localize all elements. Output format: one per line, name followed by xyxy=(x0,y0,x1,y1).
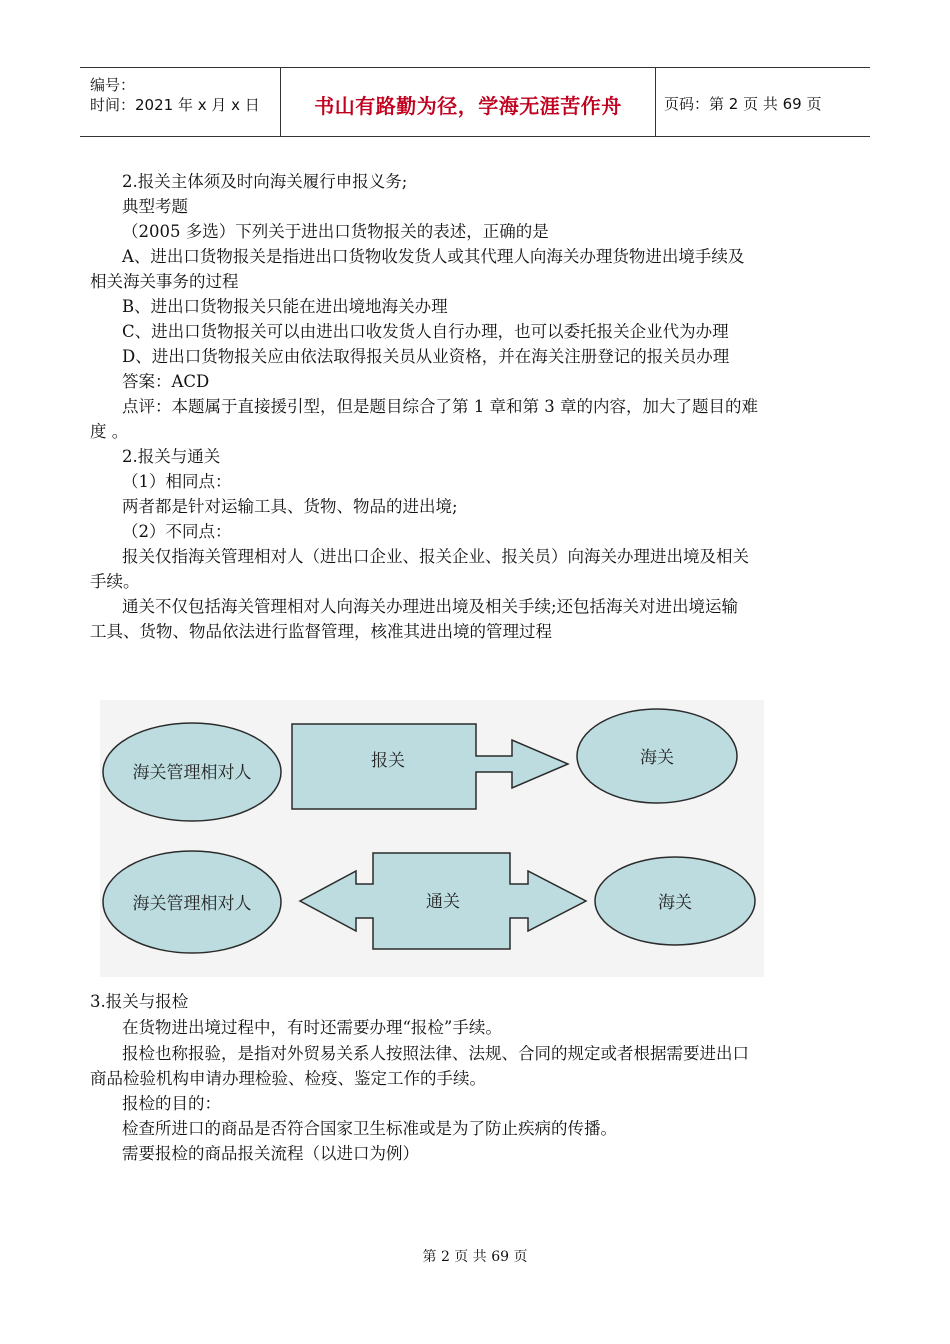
paragraph-line: 商品检验机构申请办理检验、检疫、鉴定工作的手续。 xyxy=(90,1069,486,1088)
paragraph-line: 在货物进出境过程中，有时还需要办理“报检”手续。 xyxy=(122,1018,502,1037)
paragraph-line: 报检的目的： xyxy=(122,1094,221,1113)
serial-label: 编号： xyxy=(90,76,136,94)
page-header xyxy=(80,67,870,137)
paragraph-line: 需要报检的商品报关流程（以进口为例） xyxy=(122,1144,419,1163)
header-center-cell xyxy=(280,68,656,136)
header-right-cell xyxy=(655,68,870,136)
diagram-label-party: 海关管理相对人 xyxy=(132,894,252,914)
paragraph-line: 2.报关主体须及时向海关履行申报义务; xyxy=(122,172,408,191)
customs-diagram xyxy=(100,700,764,977)
paragraph-line: A、进出口货物报关是指进出口货物收发货人或其代理人向海关办理货物进出境手续及 xyxy=(122,247,745,266)
paragraph-line: 报关仅指海关管理相对人（进出口企业、报关企业、报关员）向海关办理进出境及相关 xyxy=(122,547,749,566)
section-heading: 3.报关与报检 xyxy=(90,992,189,1011)
paragraph-line: 两者都是针对运输工具、货物、物品的进出境; xyxy=(122,497,458,516)
diagram-label-declaration: 报关 xyxy=(371,751,405,771)
paragraph-line: 工具、货物、物品依法进行监督管理，核准其进出境的管理过程 xyxy=(90,622,552,641)
paragraph-line: 检查所进口的商品是否符合国家卫生标准或是为了防止疾病的传播。 xyxy=(122,1119,617,1138)
paragraph-line: B、进出口货物报关只能在进出境地海关办理 xyxy=(122,297,448,316)
paragraph-line: C、进出口货物报关可以由进出口收发货人自行办理，也可以委托报关企业代为办理 xyxy=(122,322,729,341)
paragraph-line: 手续。 xyxy=(90,572,140,591)
diagram-label-clearance: 通关 xyxy=(426,892,460,912)
paragraph-line: 相关海关事务的过程 xyxy=(90,272,239,291)
paragraph-line: D、进出口货物报关应由依法取得报关员从业资格，并在海关注册登记的报关员办理 xyxy=(122,347,730,366)
paragraph-line: 答案：ACD xyxy=(122,372,210,391)
paragraph-line: （2005 多选）下列关于进出口货物报关的表述，正确的是 xyxy=(122,222,549,241)
diagram-label-party: 海关管理相对人 xyxy=(132,763,252,783)
date-label: 时间：2021 年 x 月 x 日 xyxy=(90,96,260,114)
paragraph-line: 度 。 xyxy=(90,422,129,441)
diagram-label-customs: 海关 xyxy=(640,748,674,768)
diagram-label-customs: 海关 xyxy=(658,893,692,913)
header-left-cell xyxy=(80,68,280,136)
paragraph-line: （1）相同点： xyxy=(122,472,232,491)
paragraph-line: 典型考题 xyxy=(122,197,188,216)
page-info: 页码：第 2 页 共 69 页 xyxy=(664,95,822,113)
paragraph-line: 通关不仅包括海关管理相对人向海关办理进出境及相关手续;还包括海关对进出境运输 xyxy=(122,597,739,616)
paragraph-line: （2）不同点： xyxy=(122,522,232,541)
diagram-arrow-declaration xyxy=(292,724,568,809)
diagram-svg xyxy=(100,700,764,977)
page-footer: 第 2 页 共 69 页 xyxy=(422,1249,528,1265)
paragraph-line: 点评：本题属于直接援引型，但是题目综合了第 1 章和第 3 章的内容，加大了题目的难 xyxy=(122,397,758,416)
header-motto: 书山有路勤为径，学海无涯苦作舟 xyxy=(314,94,622,118)
paragraph-line: 2.报关与通关 xyxy=(122,447,221,466)
paragraph-line: 报检也称报验，是指对外贸易关系人按照法律、法规、合同的规定或者根据需要进出口 xyxy=(122,1044,749,1063)
